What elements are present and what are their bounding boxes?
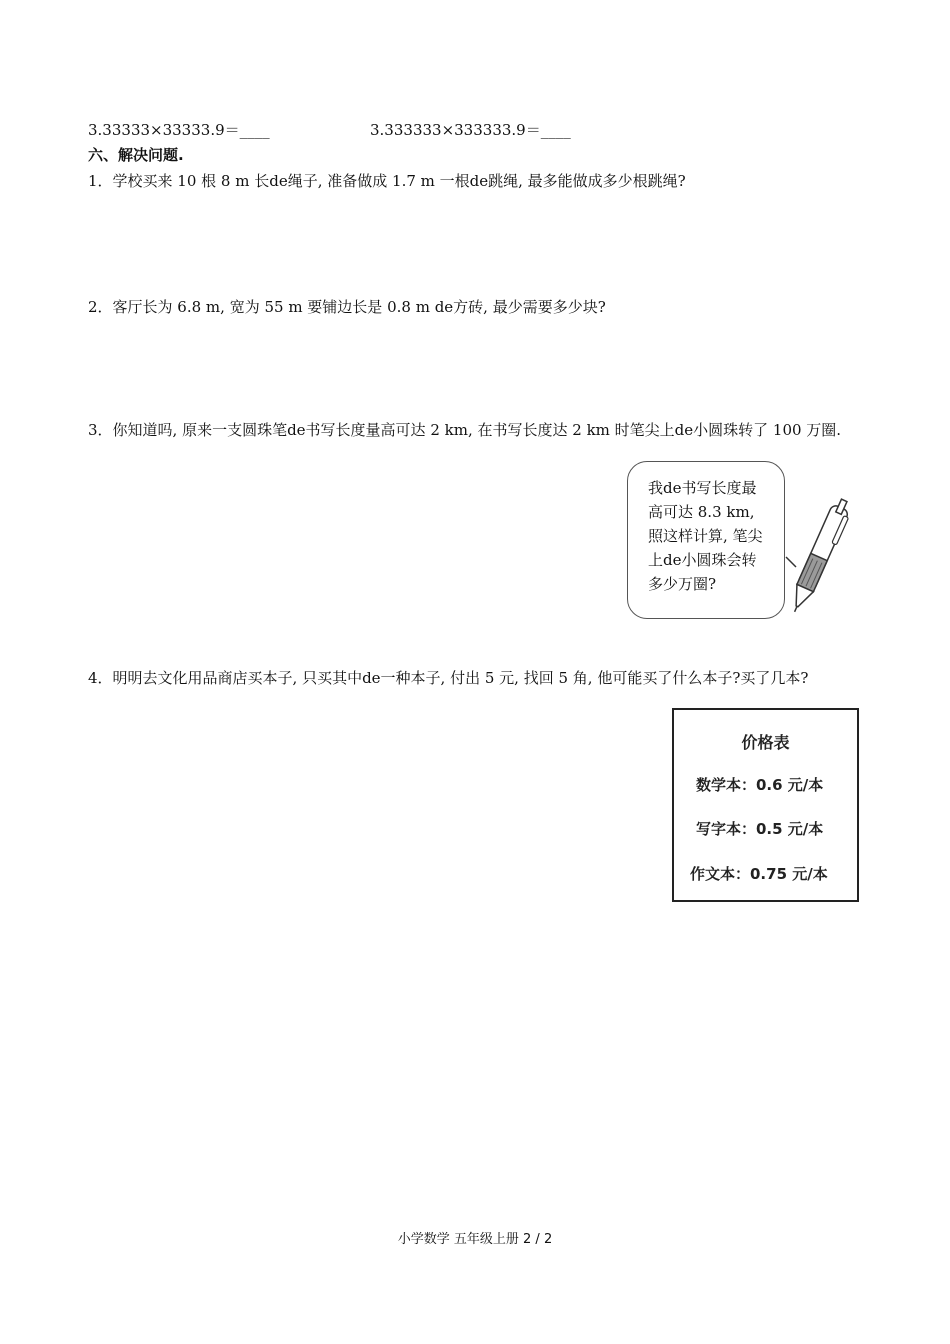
question-4: 4．明明去文化用品商店买本子, 只买其中de一种本子, 付出 5 元, 找回 5 角, 他可能买了什么本子?买了几本? <box>88 669 809 687</box>
question-2: 2．客厅长为 6.8 m, 宽为 55 m 要铺边长是 0.8 m de方砖, 最少需要多少块? <box>88 298 606 316</box>
price-row-composition: 作文本：0.75 元/本 <box>690 865 828 883</box>
equation-1: 3.33333×33333.9＝____ <box>88 121 270 139</box>
question-3: 3．你知道吗, 原来一支圆珠笔de书写长度量高可达 2 km, 在书写长度达 2 km 时笔尖上de小圆珠转了 100 万圈. <box>88 421 842 439</box>
equation-2: 3.333333×333333.9＝____ <box>370 121 571 139</box>
question-1: 1．学校买来 10 根 8 m 长de绳子, 准备做成 1.7 m 一根de跳绳, 最多能做成多少根跳绳? <box>88 172 686 190</box>
pen-icon <box>784 495 854 620</box>
price-table <box>672 708 859 902</box>
section-title: 六、解决问题. <box>88 146 184 164</box>
price-row-writing: 写字本：0.5 元/本 <box>696 820 824 838</box>
speech-bubble: 我de书写长度最高可达 8.3 km, 照这样计算, 笔尖上de小圆珠会转多少万圈? <box>627 461 785 619</box>
price-row-math: 数学本：0.6 元/本 <box>696 776 824 794</box>
price-table-title: 价格表 <box>741 733 790 752</box>
page-footer: 小学数学 五年级上册 2 / 2 <box>397 1232 553 1247</box>
